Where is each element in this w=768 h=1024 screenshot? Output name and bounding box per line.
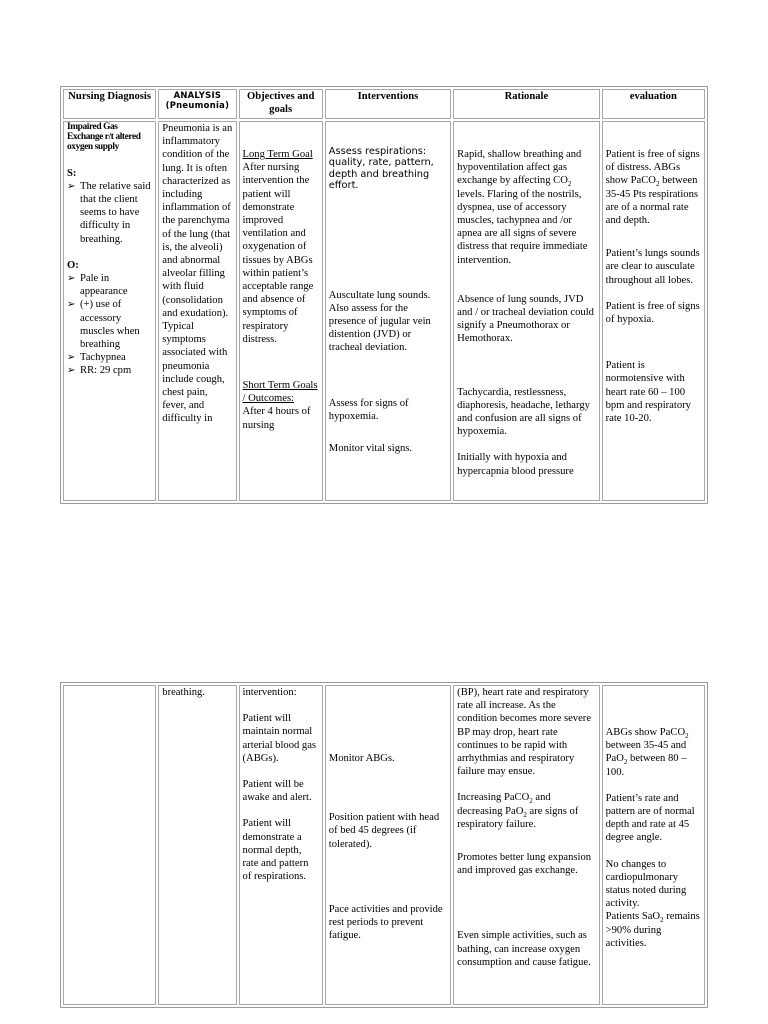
intervention-item: Monitor ABGs.: [328, 753, 395, 764]
header-nursing-diagnosis: Nursing Diagnosis: [63, 89, 156, 119]
table-header-row: [63, 89, 705, 119]
evaluation-item: ABGs show PaCO$_2$ between 35-45 and PaO$_2$ between 80 – 100.: [605, 727, 689, 778]
long-term-goal-title: Long Term Goal: [242, 149, 313, 160]
evaluation-item: Patient is free of signs of hypoxia.: [605, 300, 700, 326]
rationale-item: Increasing PaCO$_2$ and decreasing PaO$_2$ are signs of respiratory failure.: [457, 792, 579, 830]
evaluation-item: Patient’s lungs sounds are clear to ausculate throughout all lobes.: [605, 248, 700, 286]
list-item: ➢ RR: 29 cpm: [67, 364, 152, 377]
intervention-item: Assess respirations: quality, rate, pattern, depth and breathing effort.: [328, 146, 434, 192]
document-page-2: [0, 540, 768, 1024]
subjective-list: [67, 180, 152, 246]
short-term-goal-title: Short Term Goals / Outcomes:: [242, 380, 318, 405]
rationale-item: Absence of lung sounds, JVD and / or tracheal deviation could signify a Pneumothorax or Hemothorax.: [457, 293, 594, 345]
intervention-item: Pace activities and provide rest periods to prevent fatigue.: [328, 903, 443, 942]
analysis-cell: [158, 685, 236, 1005]
rationale-item: Initially with hypoxia and hypercapnia blood pressure: [457, 452, 574, 477]
long-term-goal-text: After nursing intervention the patient will demonstrate improved ventilation and oxygenation of tissues by ABGs within patient’s acceptable range and absence of symptoms of respiratory distress.: [242, 162, 314, 345]
diagnosis-cell: [63, 121, 156, 501]
analysis-text: Pneumonia is an inflammatory condition of the lung. It is often characterized as including inflammation of the parenchyma of the lung (that is, the alveoli) and abnormal alveolar filling with fluid (consolidation and exudation). Typical symptoms associated with pneumonia include cough, chest pain, fever, and difficulty in: [162, 123, 233, 425]
intervention-item: Auscultate lung sounds. Also assess for the presence of jugular vein distention (JVD) or tracheal deviation.: [328, 289, 431, 354]
rationale-item: (BP), heart rate and respiratory rate all increase. As the condition becomes more severe BP may drop, heart rate continues to be rapid with arrhythmias and respiratory failure may ensue.: [457, 687, 592, 778]
rationale-item: Even simple activities, such as bathing, can increase oxygen consumption and cause fatigue.: [457, 930, 591, 968]
subjective-label: S:: [67, 167, 77, 179]
objective-list: [67, 272, 152, 378]
list-item: ➢ The relative said that the client seems to have difficulty in breathing.: [67, 180, 152, 246]
analysis-text: breathing.: [162, 687, 205, 698]
diagnosis-title: Impaired Gas Exchange r/t altered oxygen supply: [67, 122, 141, 153]
rationale-cell: [453, 121, 599, 501]
header-interventions: Interventions: [325, 89, 451, 119]
objectives-cell: [239, 121, 323, 501]
short-term-goal-text: After 4 hours of nursing: [242, 406, 311, 431]
analysis-cell: [158, 121, 236, 501]
table-row: [63, 121, 705, 501]
evaluation-item: No changes to cardiopulmonary status noted during activity.: [605, 858, 687, 910]
rationale-cell: [453, 685, 599, 1005]
objectives-cell: [239, 685, 323, 1005]
rationale-item: Tachycardia, restlessness, diaphoresis, headache, lethargy and confusion are all signs of hypoxemia.: [457, 386, 590, 438]
evaluation-item: Patient is free of signs of distress. ABGs show PaCO$_2$ between 35-45 Pts respirations are of a normal rate and depth.: [605, 149, 700, 227]
objective-item: Patient will demonstrate a normal depth, rate and pattern of respirations.: [242, 818, 309, 883]
rationale-item: Promotes better lung expansion and improved gas exchange.: [457, 852, 592, 877]
diagnosis-cell: [63, 685, 156, 1005]
objective-item: Patient will maintain normal arterial blood gas (ABGs).: [242, 713, 317, 764]
header-evaluation: evaluation: [602, 89, 705, 119]
list-item: ➢ Tachypnea: [67, 351, 152, 364]
objective-label: O:: [67, 259, 79, 271]
table-row: [63, 685, 705, 1005]
header-objectives: Objectives and goals: [239, 89, 323, 119]
objective-item: intervention:: [242, 687, 297, 698]
intervention-item: Monitor vital signs.: [328, 443, 413, 455]
evaluation-cell: [602, 121, 705, 501]
evaluation-item: Patient’s rate and pattern are of normal depth and rate at 45 degree angle.: [605, 792, 695, 844]
header-analysis: ANALYSIS (Pneumonia): [158, 89, 236, 119]
intervention-item: Position patient with head of bed 45 degrees (if tolerated).: [328, 812, 440, 850]
care-plan-table: [60, 86, 708, 504]
evaluation-item: Patient is normotensive with heart rate 60 – 100 bpm and respiratory rate 10-20.: [605, 360, 691, 425]
list-item: ➢ (+) use of accessory muscles when breathing: [67, 298, 152, 351]
rationale-item: Rapid, shallow breathing and hypoventilation affect gas exchange by affecting $CO_2$ levels. Flaring of the nostrils, dyspnea, use of accessory muscles, tachypnea and /or apnea are all signs of severe distress that require immediate intervention.: [457, 149, 588, 266]
header-rationale: Rationale: [453, 89, 599, 119]
interventions-cell: [325, 121, 451, 501]
objective-item: Patient will be awake and alert.: [242, 779, 312, 804]
intervention-item: Assess for signs of hypoxemia.: [328, 397, 409, 422]
interventions-cell: [325, 685, 451, 1005]
evaluation-item: Patients SaO$_2$ remains >90% during activities.: [605, 911, 700, 949]
care-plan-table-continued: [60, 682, 708, 1008]
list-item: ➢ Pale in appearance: [67, 272, 152, 298]
evaluation-cell: [602, 685, 705, 1005]
